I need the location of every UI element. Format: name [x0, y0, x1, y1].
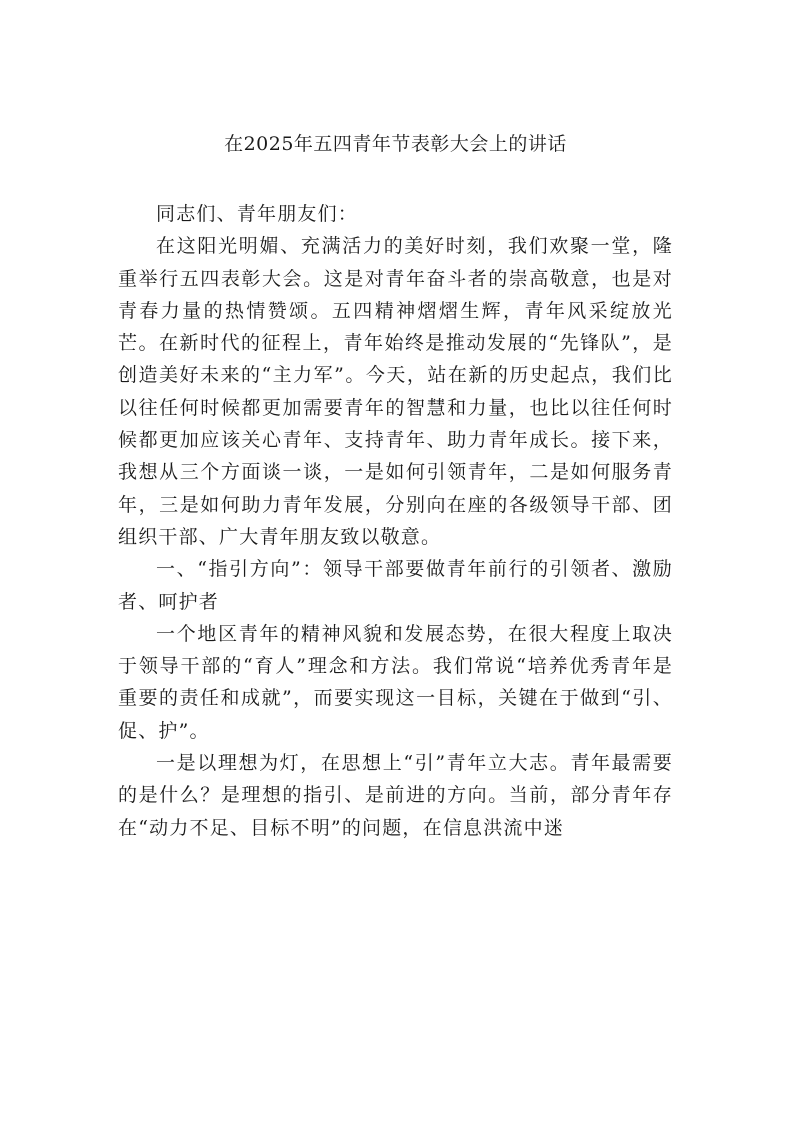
document-title: 在2025年五四青年节表彰大会上的讲话 — [224, 133, 567, 155]
salutation-paragraph: 同志们、青年朋友们： — [156, 203, 359, 225]
document-body — [118, 198, 673, 844]
opening-paragraph: 在这阳光明媚、充满活力的美好时刻，我们欢聚一堂，隆重举行五四表彰大会。这是对青年奋斗者的崇高敬意，也是对青春力量的热情赞颂。五四精神熠熠生辉，青年风采绽放光芒。在新时代的征程上，青年始终是推动发展的“先锋队”，是创造美好未来的“主力军”。今天，站在新的历史起点，我们比以往任何时候都更加需要青年的智慧和力量，也比以往任何时候都更加应该关心青年、支持青年、助力青年成长。接下来，我想从三个方面谈一谈，一是如何引领青年，二是如何服务青年，三是如何助力青年发展，分别向在座的各级领导干部、团组织干部、广大青年朋友致以敬意。 — [118, 235, 673, 548]
section-1-intro-paragraph: 一个地区青年的精神风貌和发展态势，在很大程度上取决于领导干部的“育人”理念和方法。我们常说“培养优秀青年是重要的责任和成就”，而要实现这一目标，关键在于做到“引、促、护”。 — [118, 622, 673, 742]
section-1-point-1-paragraph: 一是以理想为灯，在思想上“引”青年立大志。青年最需要的是什么？是理想的指引、是前进的方向。当前，部分青年存在“动力不足、目标不明”的问题，在信息洪流中迷 — [118, 752, 673, 839]
section-heading-1: 一、“指引方向”：领导干部要做青年前行的引领者、激励者、呵护者 — [118, 558, 673, 613]
